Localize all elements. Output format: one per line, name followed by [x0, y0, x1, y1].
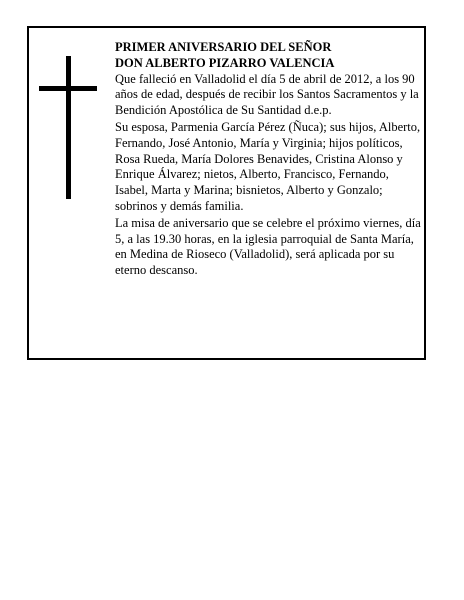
notice-title-line-2: DON ALBERTO PIZARRO VALENCIA: [115, 55, 335, 70]
cross-icon: [39, 56, 97, 199]
cross-vertical-bar: [66, 56, 71, 199]
notice-title-line-1: PRIMER ANIVERSARIO DEL SEÑOR: [115, 40, 332, 54]
death-details-paragraph: Que falleció en Valladolid el día 5 de abril de 2012, a los 90 años de edad, después de recibir los Santos Sacramentos y la Bendición Apostólica de Su Santidad d.e.p.: [115, 71, 419, 118]
family-paragraph: Su esposa, Parmenia García Pérez (Ñuca); sus hijos, Alberto, Fernando, José Antonio, María y Virginia; hijos políticos, Rosa Rueda, María Dolores Benavides, Cristina Alonso y Enrique Álvarez; nietos, Alberto, Francisco, Fernando, Isabel, Marta y Marina; bisnietos, Alberto y Gonzalo; sobrinos y demás familia.: [115, 119, 421, 213]
mass-announcement-paragraph: La misa de aniversario que se celebre el próximo viernes, día 5, a las 19.30 horas, en la iglesia parroquial de Santa María, en Medina de Rioseco (Valladolid), será aplicada por su eterno descanso.: [115, 215, 421, 278]
cross-horizontal-bar: [39, 86, 97, 91]
notice-text: [115, 40, 421, 279]
obituary-notice: [27, 26, 426, 360]
